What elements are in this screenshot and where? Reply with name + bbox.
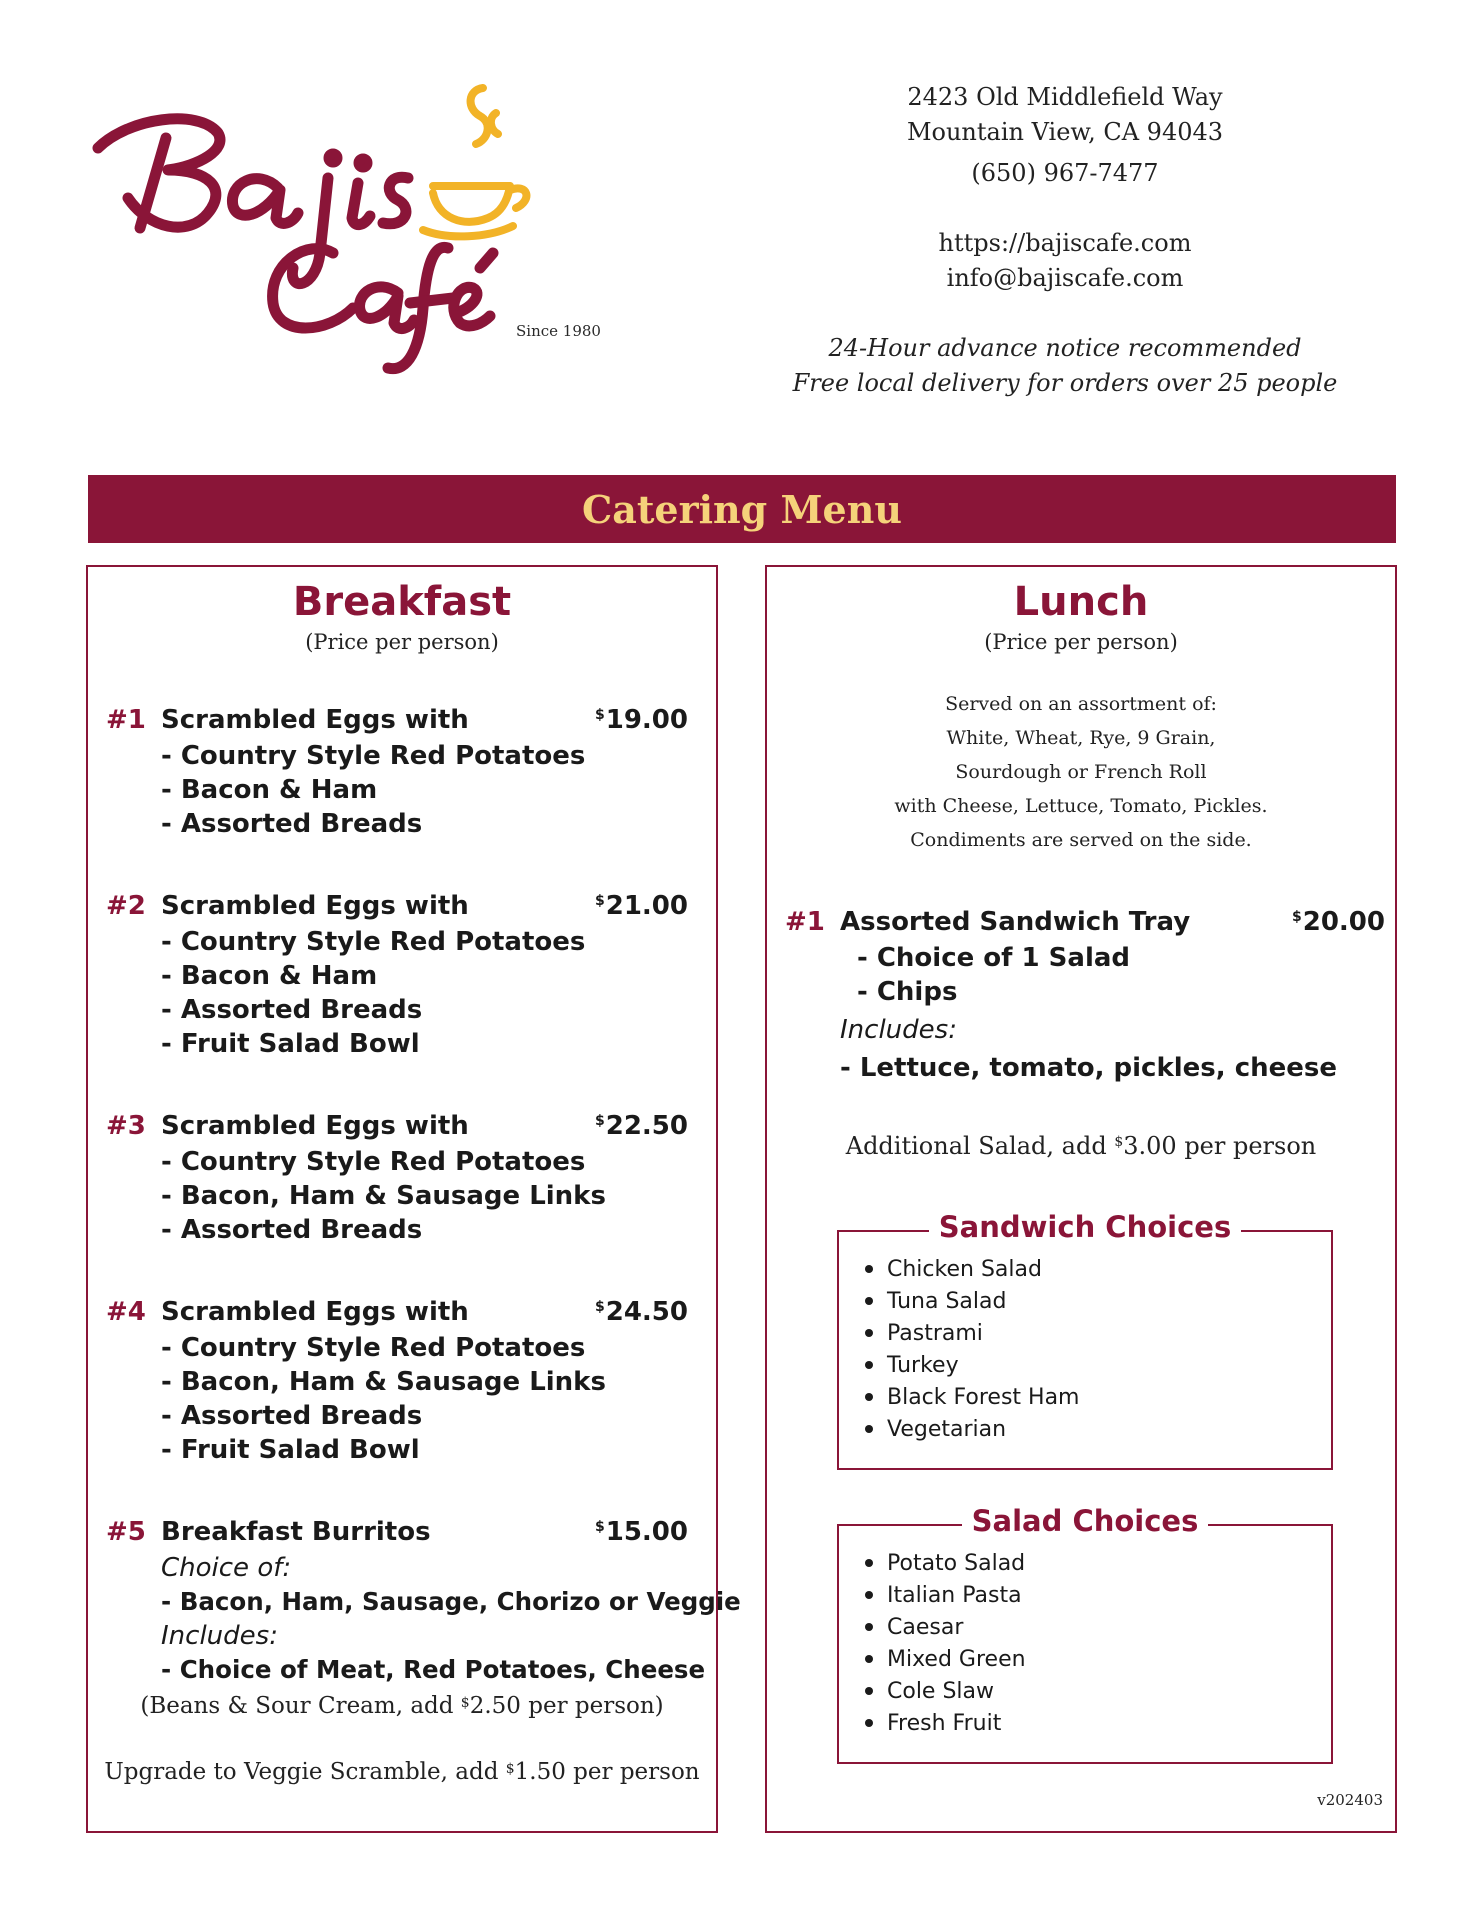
item-number: #3: [106, 1111, 146, 1141]
bullet-icon: [865, 1623, 873, 1631]
salad-choice: Mixed Green: [887, 1647, 1026, 1672]
item-name: Assorted Sandwich Tray: [840, 907, 1191, 937]
address-line-1: 2423 Old Middlefield Way: [907, 83, 1223, 111]
bullet-icon: [865, 1719, 873, 1727]
sandwich-list: [865, 1254, 1079, 1446]
item-name: Breakfast Burritos: [161, 1517, 431, 1547]
lunch-panel: [765, 565, 1397, 1833]
bullet-icon: [865, 1265, 873, 1273]
served-line: Condiments are served on the side.: [910, 829, 1252, 851]
logo: [88, 78, 608, 378]
price-value: 20.00: [1302, 907, 1385, 937]
item-price: [1292, 907, 1385, 937]
salad-choices-box: [837, 1504, 1333, 1764]
item-price: [595, 1111, 688, 1141]
version-label: v202403: [1317, 1791, 1383, 1809]
salad-choice: Fresh Fruit: [887, 1711, 1002, 1736]
salad-choice: Potato Salad: [887, 1551, 1026, 1576]
item-line: - Fruit Salad Bowl: [161, 1435, 420, 1465]
delivery-notice: Free local delivery for orders over 25 people: [792, 369, 1338, 397]
item-name: Scrambled Eggs with: [161, 1111, 469, 1141]
item-number: #5: [106, 1517, 146, 1547]
served-line: with Cheese, Lettuce, Tomato, Pickles.: [894, 795, 1268, 817]
served-line: Sourdough or French Roll: [955, 761, 1207, 783]
veggie-upgrade-note: [88, 1759, 716, 1785]
sandwich-choices-box: [837, 1210, 1333, 1470]
note-text: (Beans & Sour Cream, add: [140, 1693, 461, 1719]
website-link[interactable]: https://bajiscafe.com: [938, 229, 1192, 257]
list-item: [865, 1644, 1026, 1676]
sandwich-choice: Tuna Salad: [887, 1289, 1007, 1314]
sandwich-choice: Pastrami: [887, 1321, 983, 1346]
price-value: 24.50: [605, 1297, 688, 1327]
banner-title: Catering Menu: [582, 486, 902, 532]
item-number: #4: [106, 1297, 146, 1327]
currency-symbol: $: [1292, 909, 1302, 925]
additional-salad-note: [767, 1132, 1395, 1160]
list-item: [865, 1318, 1079, 1350]
bullet-icon: [865, 1655, 873, 1663]
sandwich-choice: Chicken Salad: [887, 1257, 1042, 1282]
list-item: [865, 1414, 1079, 1446]
bullet-icon: [865, 1425, 873, 1433]
since-1980-label: Since 1980: [516, 322, 601, 340]
note-text: 1.50 per person: [514, 1759, 700, 1785]
note-text: 3.00 per person: [1123, 1132, 1317, 1160]
advance-notice: 24-Hour advance notice recommended: [828, 334, 1302, 362]
price-value: 19.00: [605, 705, 688, 735]
sandwich-choices-title: Sandwich Choices: [929, 1210, 1241, 1244]
email-link[interactable]: info@bajiscafe.com: [946, 264, 1184, 292]
lunch-title: Lunch: [1013, 579, 1149, 625]
choice-of-label: Choice of:: [161, 1553, 292, 1583]
served-description: [767, 687, 1395, 857]
price-value: 21.00: [605, 891, 688, 921]
list-item: [865, 1382, 1079, 1414]
item-name: Scrambled Eggs with: [161, 705, 469, 735]
breakfast-subtitle: (Price per person): [305, 630, 499, 654]
price-value: 15.00: [605, 1517, 688, 1547]
currency-symbol: $: [595, 893, 605, 909]
currency-symbol: $: [460, 1695, 470, 1711]
note-text: Additional Salad, add: [845, 1132, 1115, 1160]
item-name: Scrambled Eggs with: [161, 891, 469, 921]
item-line: - Assorted Breads: [161, 809, 423, 839]
item-price: [595, 891, 688, 921]
item-number: #2: [106, 891, 146, 921]
item-line: - Assorted Breads: [161, 1401, 423, 1431]
bullet-icon: [865, 1297, 873, 1305]
item-line: - Bacon, Ham, Sausage, Chorizo or Veggie: [161, 1587, 741, 1616]
lunch-subtitle: (Price per person): [984, 630, 1178, 654]
includes-label: Includes:: [161, 1621, 278, 1651]
salad-list: [865, 1548, 1026, 1740]
item-line: - Bacon, Ham & Sausage Links: [161, 1367, 606, 1397]
served-line: White, Wheat, Rye, 9 Grain,: [946, 727, 1216, 749]
sandwich-choice: Black Forest Ham: [887, 1385, 1080, 1410]
currency-symbol: $: [505, 1761, 515, 1777]
currency-symbol: $: [595, 707, 605, 723]
item-line: - Choice of 1 Salad: [857, 943, 1131, 973]
list-item: [865, 1286, 1079, 1318]
salad-choices-title: Salad Choices: [962, 1504, 1209, 1538]
item-line: - Chips: [857, 977, 958, 1007]
list-item: [865, 1350, 1079, 1382]
item-line: - Bacon, Ham & Sausage Links: [161, 1181, 606, 1211]
list-item: [865, 1708, 1026, 1740]
sandwich-choice: Turkey: [887, 1353, 959, 1378]
contact-block: [770, 80, 1360, 401]
item-line: - Country Style Red Potatoes: [161, 1147, 586, 1177]
item-number: #1: [106, 705, 146, 735]
salad-choice: Caesar: [887, 1615, 964, 1640]
item-line: - Assorted Breads: [161, 1215, 423, 1245]
item-number: #1: [785, 907, 825, 937]
item-line: - Country Style Red Potatoes: [161, 741, 586, 771]
served-line: Served on an assortment of:: [945, 693, 1217, 715]
item-name: Scrambled Eggs with: [161, 1297, 469, 1327]
note-text: 2.50 per person): [469, 1693, 664, 1719]
list-item: [865, 1612, 1026, 1644]
bullet-icon: [865, 1393, 873, 1401]
currency-symbol: $: [1114, 1134, 1124, 1150]
sandwich-choice: Vegetarian: [887, 1417, 1007, 1442]
bullet-icon: [865, 1591, 873, 1599]
list-item: [865, 1548, 1026, 1580]
item-price: [595, 1297, 688, 1327]
address-line-2: Mountain View, CA 94043: [906, 118, 1224, 146]
item-line: - Country Style Red Potatoes: [161, 927, 586, 957]
beans-sour-cream-note: [88, 1693, 716, 1719]
currency-symbol: $: [595, 1299, 605, 1315]
breakfast-panel: [86, 565, 741, 1833]
bullet-icon: [865, 1329, 873, 1337]
salad-choice: Italian Pasta: [887, 1583, 1022, 1608]
item-price: [595, 705, 688, 735]
item-line: - Lettuce, tomato, pickles, cheese: [840, 1053, 1338, 1083]
currency-symbol: $: [595, 1113, 605, 1129]
list-item: [865, 1254, 1079, 1286]
phone-number[interactable]: (650) 967-7477: [971, 159, 1159, 187]
item-line: - Bacon & Ham: [161, 775, 378, 805]
includes-label: Includes:: [840, 1015, 957, 1045]
bullet-icon: [865, 1559, 873, 1567]
item-price: [595, 1517, 688, 1547]
bullet-icon: [865, 1361, 873, 1369]
item-line: - Bacon & Ham: [161, 961, 378, 991]
list-item: [865, 1580, 1026, 1612]
note-text: Upgrade to Veggie Scramble, add: [104, 1759, 506, 1785]
price-value: 22.50: [605, 1111, 688, 1141]
list-item: [865, 1676, 1026, 1708]
salad-choice: Cole Slaw: [887, 1679, 995, 1704]
item-line: - Assorted Breads: [161, 995, 423, 1025]
catering-menu-banner: [88, 475, 1396, 543]
item-line: - Country Style Red Potatoes: [161, 1333, 586, 1363]
breakfast-title: Breakfast: [292, 579, 512, 625]
bullet-icon: [865, 1687, 873, 1695]
item-line: - Fruit Salad Bowl: [161, 1029, 420, 1059]
currency-symbol: $: [595, 1519, 605, 1535]
item-line: - Choice of Meat, Red Potatoes, Cheese: [161, 1655, 706, 1684]
